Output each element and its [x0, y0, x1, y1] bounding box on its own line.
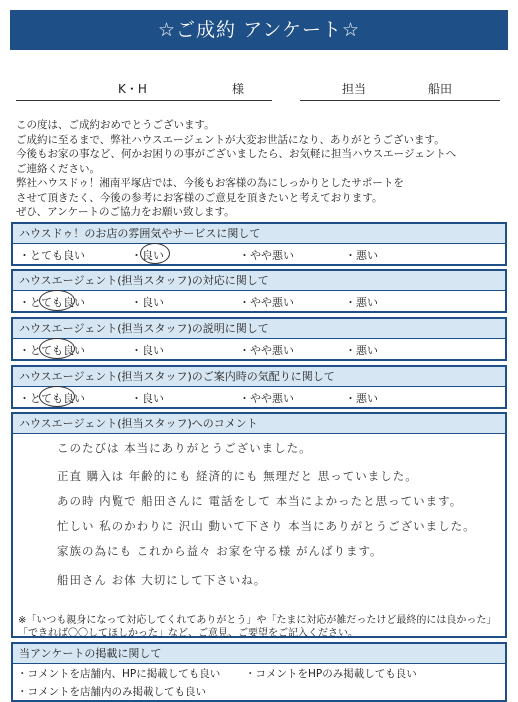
comment-line: 忙しい 私のかわりに 沢山 動いて下さり 本当にありがとうございました。: [57, 519, 476, 533]
note-line: 「できれば〇〇してほしかった」など、ご意見、ご要望をご記入ください。: [18, 628, 358, 639]
rating-options: [13, 339, 505, 359]
intro-line: ご成約に至るまで、弊社ハウスエージェントが大変お世話になり、ありがとうございます。: [16, 133, 445, 146]
rating-somewhat-bad[interactable]: ・やや悪い: [239, 392, 294, 405]
rating-label: 良い: [142, 296, 164, 309]
rating-label: やや悪い: [250, 344, 294, 357]
customer-honorific: 様: [232, 82, 245, 96]
rating-label: 良い: [142, 392, 164, 405]
staff-label: 担当: [342, 82, 367, 96]
rating-label: 悪い: [356, 296, 378, 309]
publication-label: コメントを店舗内のみ掲載しても良い: [27, 686, 206, 698]
publication-heading: 当アンケートの掲載に関して: [13, 644, 505, 664]
intro-text: [16, 118, 502, 220]
rating-bad[interactable]: ・悪い: [345, 296, 378, 309]
page-title: ☆ご成約 アンケート☆: [10, 10, 508, 50]
intro-line: この度は、ご成約おめでとうございます。: [16, 119, 215, 131]
rating-somewhat-bad[interactable]: ・やや悪い: [239, 249, 294, 262]
rating-bad[interactable]: ・悪い: [345, 392, 378, 405]
rating-label: とても良い: [30, 296, 85, 309]
question-heading: ハウスエージェント(担当スタッフ)の説明に関して: [13, 319, 505, 339]
rating-very-good[interactable]: ・とても良い: [19, 344, 85, 357]
rating-label: とても良い: [30, 392, 85, 405]
intro-line: ご連絡ください。: [16, 162, 100, 175]
comment-line: このたびは 本当にありがとうございました。: [57, 441, 312, 455]
rating-options: [13, 387, 505, 407]
question-staff-explanation: [11, 317, 507, 361]
comment-line: 家族の為にも これから益々 お家を守る様 がんばります。: [57, 544, 383, 558]
rating-label: 良い: [142, 249, 164, 262]
question-heading: ハウスドゥ！のお店の雰囲気やサービスに関して: [13, 224, 505, 244]
staff-name: 船田: [428, 82, 453, 96]
staff-underline: [300, 100, 500, 101]
comment-line: あの時 内覧で 船田さんに 電話をして 本当によかったと思っています。: [57, 494, 463, 508]
survey-sheet: [10, 10, 508, 698]
rating-somewhat-bad[interactable]: ・やや悪い: [239, 344, 294, 357]
comment-heading: ハウスエージェント(担当スタッフ)へのコメント: [13, 414, 505, 434]
rating-bad[interactable]: ・悪い: [345, 344, 378, 357]
rating-good[interactable]: ・良い: [131, 249, 164, 262]
intro-line: させて頂きたく、今後の参考にお客様のご意見を頂きたいと考えております。: [16, 191, 383, 204]
question-staff-response: [11, 269, 507, 313]
publication-option-hp-only[interactable]: ・コメントをHPのみ掲載しても良い: [245, 668, 417, 680]
rating-very-good[interactable]: ・とても良い: [19, 392, 85, 405]
rating-label: 良い: [142, 344, 164, 357]
rating-bad[interactable]: ・悪い: [345, 249, 378, 262]
rating-very-good[interactable]: ・とても良い: [19, 249, 85, 262]
customer-name: K・H: [118, 82, 147, 96]
intro-line: 今後もお家の事など、何かお困りの事がございましたら、お気軽に担当ハウスエージェントへ: [16, 148, 457, 160]
question-store-atmosphere: [11, 222, 507, 266]
question-heading: ハウスエージェント(担当スタッフ)の対応に関して: [13, 271, 505, 291]
intro-line: 弊社ハウスドゥ！湘南平塚店では、今後もお客様の為にしっかりとしたサポートを: [16, 177, 404, 189]
selection-circle: [39, 290, 75, 311]
question-staff-consideration: [11, 365, 507, 409]
comment-line: 正直 購入は 年齢的にも 経済的にも 無理だと 思っていました。: [57, 469, 418, 483]
rating-label: 悪い: [356, 249, 378, 262]
rating-options: [13, 244, 505, 264]
note-line: ※「いつも親身になって対応してくれてありがとう」や「たまに対応が雑だったけど最終的には良かった」: [18, 615, 497, 626]
rating-label: やや悪い: [250, 296, 294, 309]
rating-very-good[interactable]: ・とても良い: [19, 296, 85, 309]
comment-line: 船田さん お体 大切にして下さいね。: [57, 573, 267, 587]
rating-label: 悪い: [356, 392, 378, 405]
intro-line: ぜひ、アンケートのご協力をお願い致します。: [16, 206, 235, 218]
publication-label: コメントをHPのみ掲載しても良い: [255, 668, 417, 680]
customer-underline: [16, 100, 272, 101]
rating-good[interactable]: ・良い: [131, 296, 164, 309]
publication-section: [11, 642, 507, 702]
selection-circle: [140, 243, 170, 264]
rating-good[interactable]: ・良い: [131, 392, 164, 405]
question-heading: ハウスエージェント(担当スタッフ)のご案内時の気配りに関して: [13, 367, 505, 387]
rating-label: とても良い: [30, 344, 85, 357]
selection-circle: [39, 338, 75, 359]
publication-label: コメントを店舗内、HPに掲載しても良い: [27, 668, 221, 680]
comment-note: [18, 614, 496, 640]
rating-options: [13, 291, 505, 311]
rating-label: やや悪い: [250, 249, 294, 262]
selection-circle: [39, 386, 75, 407]
publication-option-store-only[interactable]: ・コメントを店舗内のみ掲載しても良い: [17, 686, 206, 698]
comment-section: [11, 412, 507, 638]
rating-label: 悪い: [356, 344, 378, 357]
rating-label: やや悪い: [250, 392, 294, 405]
rating-somewhat-bad[interactable]: ・やや悪い: [239, 296, 294, 309]
rating-good[interactable]: ・良い: [131, 344, 164, 357]
rating-label: とても良い: [30, 249, 85, 262]
publication-option-store-and-hp[interactable]: ・コメントを店舗内、HPに掲載しても良い: [17, 668, 221, 680]
